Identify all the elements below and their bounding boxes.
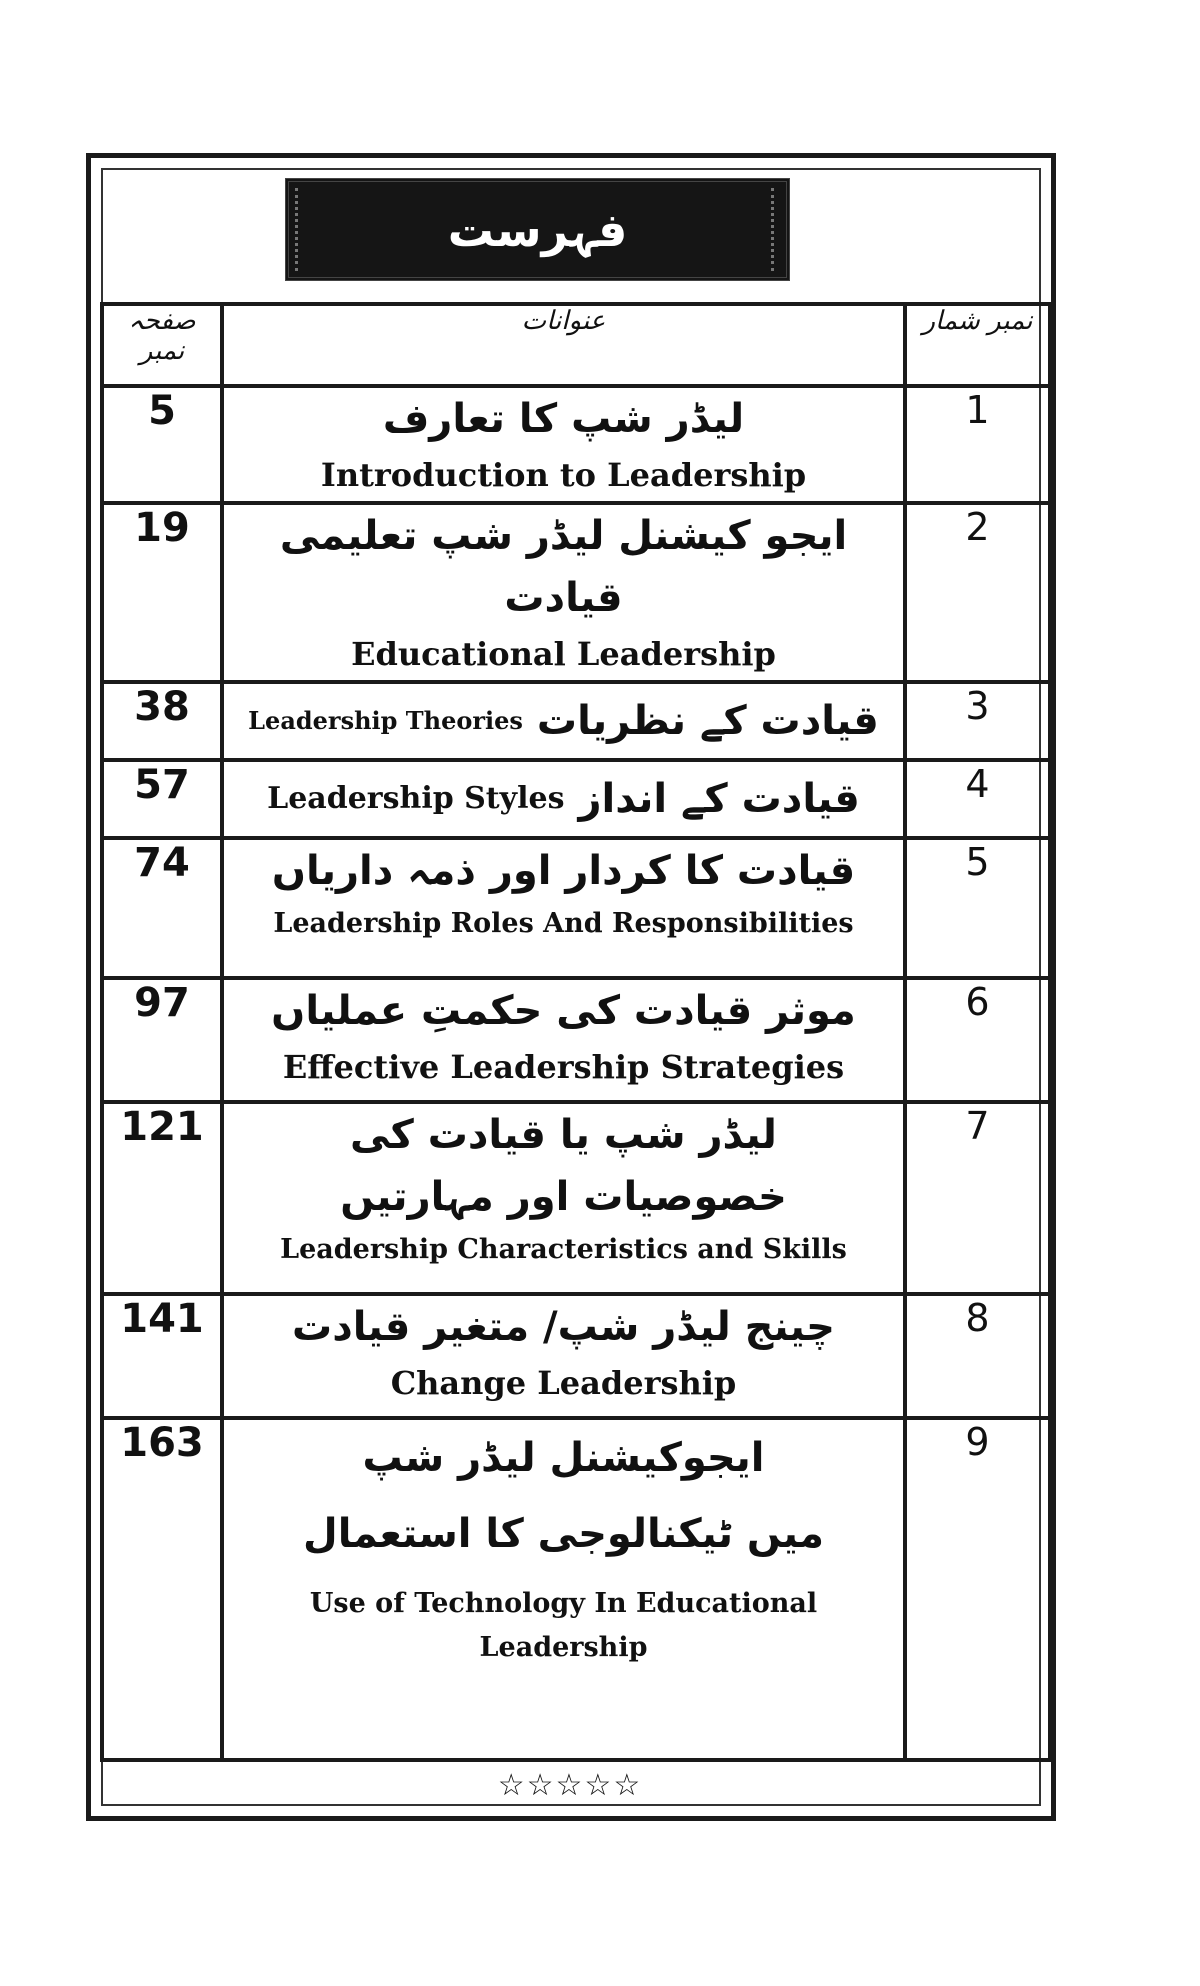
chapter-title[interactable] xyxy=(222,503,905,682)
chapter-title[interactable] xyxy=(222,682,905,760)
table-row[interactable] xyxy=(102,1102,1050,1294)
page-number: 97 xyxy=(102,978,222,1102)
chapter-title[interactable] xyxy=(222,1418,905,1760)
chapter-title-english: Effective Leadership Strategies xyxy=(282,1048,845,1087)
serial-number: 3 xyxy=(905,682,1050,760)
table-row[interactable] xyxy=(102,682,1050,760)
chapter-title-english: Introduction to Leadership xyxy=(320,456,807,494)
serial-number: 9 xyxy=(905,1418,1050,1760)
chapter-title[interactable] xyxy=(222,1294,905,1418)
chapter-title[interactable] xyxy=(222,838,905,978)
chapter-title[interactable] xyxy=(222,1102,905,1294)
chapter-title-urdu: قیادت کا کردار اور ذمہ داریاں xyxy=(271,848,856,895)
serial-number: 5 xyxy=(905,838,1050,978)
serial-number: 7 xyxy=(905,1102,1050,1294)
chapter-title-english: Educational Leadership xyxy=(351,635,776,674)
chapter-title-english: Change Leadership xyxy=(390,1364,737,1403)
chapter-title[interactable] xyxy=(222,978,905,1102)
chapter-title-urdu: لیڈر شپ کا تعارف xyxy=(382,396,745,442)
serial-number: 2 xyxy=(905,503,1050,682)
chapter-title-urdu: ایجوکیشنل لیڈر شپ xyxy=(362,1435,765,1482)
chapter-title-english: Use of Technology In Educational Leadership xyxy=(309,1588,818,1663)
chapter-title-english: Leadership Characteristics and Skills xyxy=(280,1234,847,1266)
chapter-title-english: Leadership Styles xyxy=(267,781,565,817)
chapter-title-urdu: موثر قیادت کی حکمتِ عملیاں xyxy=(271,988,856,1035)
table-row[interactable] xyxy=(102,503,1050,682)
page-number: 5 xyxy=(102,386,222,503)
table-row[interactable] xyxy=(102,760,1050,838)
serial-number: 4 xyxy=(905,760,1050,838)
contents-table xyxy=(100,302,1052,1762)
page-number: 57 xyxy=(102,760,222,838)
chapter-title-urdu: ایجو کیشنل لیڈر شپ تعلیمی قیادت xyxy=(279,513,848,622)
table-row[interactable] xyxy=(102,978,1050,1102)
chapter-title-english: Leadership Theories xyxy=(248,706,523,736)
header-titles: عنوانات xyxy=(222,304,905,386)
serial-number: 1 xyxy=(905,386,1050,503)
contents-heading: فہرست xyxy=(447,202,628,257)
chapter-title[interactable] xyxy=(222,760,905,838)
chapter-title-urdu: لیڈر شپ یا قیادت کی xyxy=(350,1112,777,1159)
page-number: 74 xyxy=(102,838,222,978)
serial-number: 8 xyxy=(905,1294,1050,1418)
table-row[interactable] xyxy=(102,386,1050,503)
chapter-title[interactable] xyxy=(222,386,905,503)
table-row[interactable] xyxy=(102,838,1050,978)
page-number: 141 xyxy=(102,1294,222,1418)
contents-heading-box xyxy=(285,178,790,281)
chapter-title-urdu-line2: میں ٹیکنالوجی کا استعمال xyxy=(303,1511,824,1558)
serial-number: 6 xyxy=(905,978,1050,1102)
page-number: 121 xyxy=(102,1102,222,1294)
footer-stars: ☆☆☆☆☆ xyxy=(497,1768,643,1803)
page-number: 163 xyxy=(102,1418,222,1760)
chapter-title-urdu: قیادت کے نظریات xyxy=(536,698,879,745)
header-page-number: صفحہ نمبر xyxy=(102,304,222,386)
chapter-title-urdu-line2: خصوصیات اور مہارتیں xyxy=(340,1174,787,1221)
page-number: 19 xyxy=(102,503,222,682)
table-row[interactable] xyxy=(102,1418,1050,1760)
table-header-row xyxy=(102,304,1050,386)
chapter-title-urdu: چینج لیڈر شپ/ متغیر قیادت xyxy=(292,1304,835,1351)
chapter-title-english: Leadership Roles And Responsibilities xyxy=(273,908,854,940)
chapter-title-urdu: قیادت کے انداز xyxy=(578,776,860,823)
page-number: 38 xyxy=(102,682,222,760)
table-row[interactable] xyxy=(102,1294,1050,1418)
header-serial-number: نمبر شمار xyxy=(905,304,1050,386)
